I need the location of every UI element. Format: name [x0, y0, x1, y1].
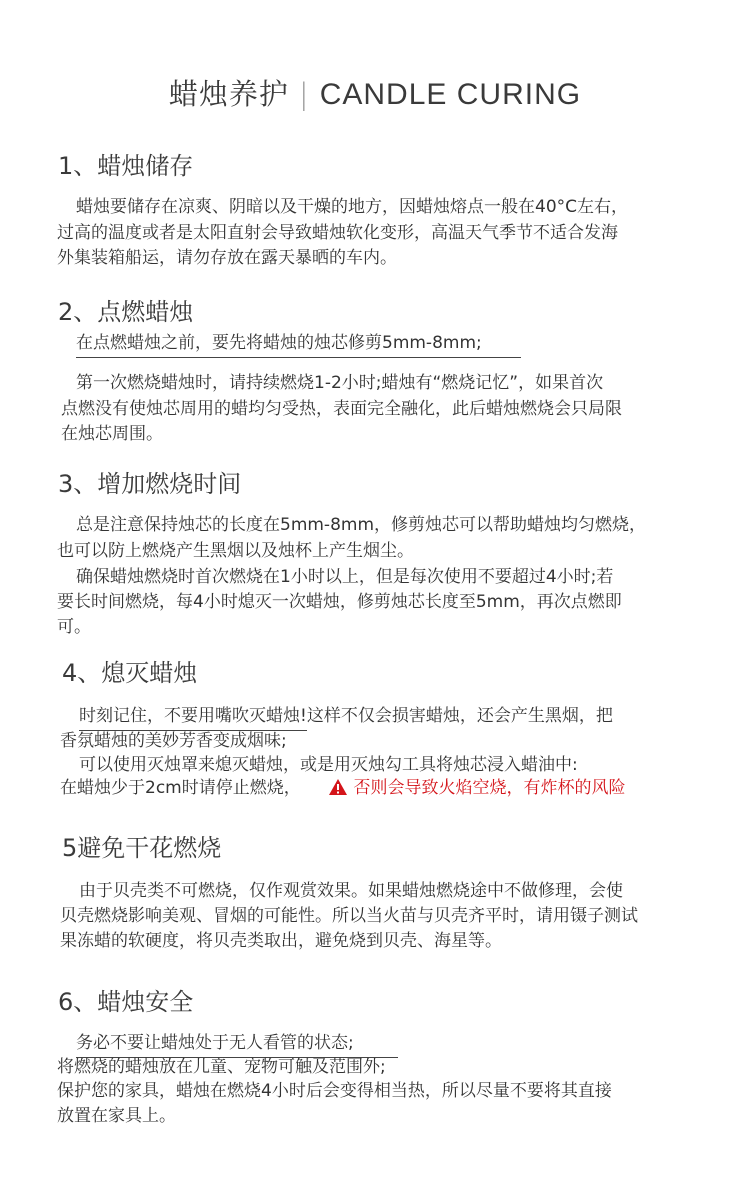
section-3-line-4: 要长时间燃烧，每4小时熄灭一次蜡烛，修剪烛芯长度至5mm，再次点燃即	[57, 592, 622, 612]
section-4-underlined-note: 时刻记住，不要用嘴吹灭蜡烛!	[79, 706, 307, 731]
section-3-line-2: 也可以防上燃烧产生黑烟以及烛杯上产生烟尘。	[57, 541, 414, 561]
section-3-line-3: 确保蜡烛燃烧时首次燃烧在1小时以上，但是每次使用不要超过4小时;若	[76, 567, 614, 587]
section-5-line-1: 由于贝壳类不可燃烧，仅作观赏效果。如果蜡烛燃烧途中不做修理，会使	[79, 881, 623, 901]
section-4-line-1	[79, 701, 613, 726]
section-1-line-1: 蜡烛要储存在凉爽、阴暗以及干燥的地方，因蜡烛熔点一般在40°C左右，	[76, 197, 629, 217]
page-title	[0, 72, 750, 113]
section-4-last-line: 在蜡烛少于2cm时请停止燃烧，	[60, 778, 301, 798]
page-title-en: CANDLE CURING	[319, 78, 582, 111]
page-title-cn: 蜡烛养护	[168, 77, 289, 111]
section-2-heading: 2、点燃蜡烛	[58, 298, 194, 326]
warning-triangle-icon	[328, 778, 348, 801]
section-4-line-3: 可以使用灭烛罩来熄灭蜡烛，或是用灭烛勾工具将烛芯浸入蜡油中:	[79, 755, 578, 775]
section-6-line-1: 将燃烧的蜡烛放在儿童、宠物可触及范围外;	[57, 1057, 386, 1077]
section-1-line-2: 过高的温度或者是太阳直射会导致蜡烛软化变形，高温天气季节不适合发海	[57, 223, 618, 243]
section-4-line-4	[60, 773, 626, 801]
section-3-heading: 3、增加燃烧时间	[58, 470, 242, 498]
section-1-line-3: 外集装箱船运，请勿存放在露天暴晒的车内。	[57, 248, 397, 268]
section-4-heading: 4、熄灭蜡烛	[62, 659, 198, 687]
section-2-line-3: 在烛芯周围。	[61, 424, 163, 444]
section-5-line-3: 果冻蜡的软硬度，将贝壳类取出，避免烧到贝壳、海星等。	[60, 931, 502, 951]
section-3-line-5: 可。	[57, 617, 91, 637]
section-5-heading: 5避免干花燃烧	[62, 834, 222, 862]
warning-text: 否则会导致火焰空烧，有炸杯的风险	[353, 778, 626, 798]
section-2-line-2: 点燃没有使烛芯周用的蜡均匀受热，表面完全融化，此后蜡烛燃烧会只局限	[61, 399, 622, 419]
title-separator: |	[298, 77, 310, 111]
section-6-heading: 6、蜡烛安全	[58, 988, 194, 1016]
section-2-underlined-note: 在点燃蜡烛之前，要先将蜡烛的烛芯修剪5mm-8mm;	[76, 328, 521, 358]
section-6-line-2: 保护您的家具，蜡烛在燃烧4小时后会变得相当热，所以尽量不要将其直接	[57, 1081, 612, 1101]
section-6-line-3: 放置在家具上。	[57, 1106, 176, 1126]
section-4-line-2: 香氛蜡烛的美妙芳香变成烟味;	[60, 731, 287, 751]
section-5-line-2: 贝壳燃烧影响美观、冒烟的可能性。所以当火苗与贝壳齐平时，请用镊子测试	[60, 906, 638, 926]
section-2-line-1: 第一次燃烧蜡烛时，请持续燃烧1-2小时;蜡烛有“燃烧记忆”，如果首次	[76, 373, 604, 393]
section-3-line-1: 总是注意保持烛芯的长度在5mm-8mm，修剪烛芯可以帮助蜡烛均匀燃烧，	[76, 515, 647, 535]
section-1-heading: 1、蜡烛储存	[58, 152, 194, 180]
section-6-underlined-note: 务必不要让蜡烛处于无人看管的状态;	[76, 1028, 398, 1058]
section-4-line-1-rest: 这样不仅会损害蜡烛，还会产生黑烟，把	[306, 706, 613, 726]
